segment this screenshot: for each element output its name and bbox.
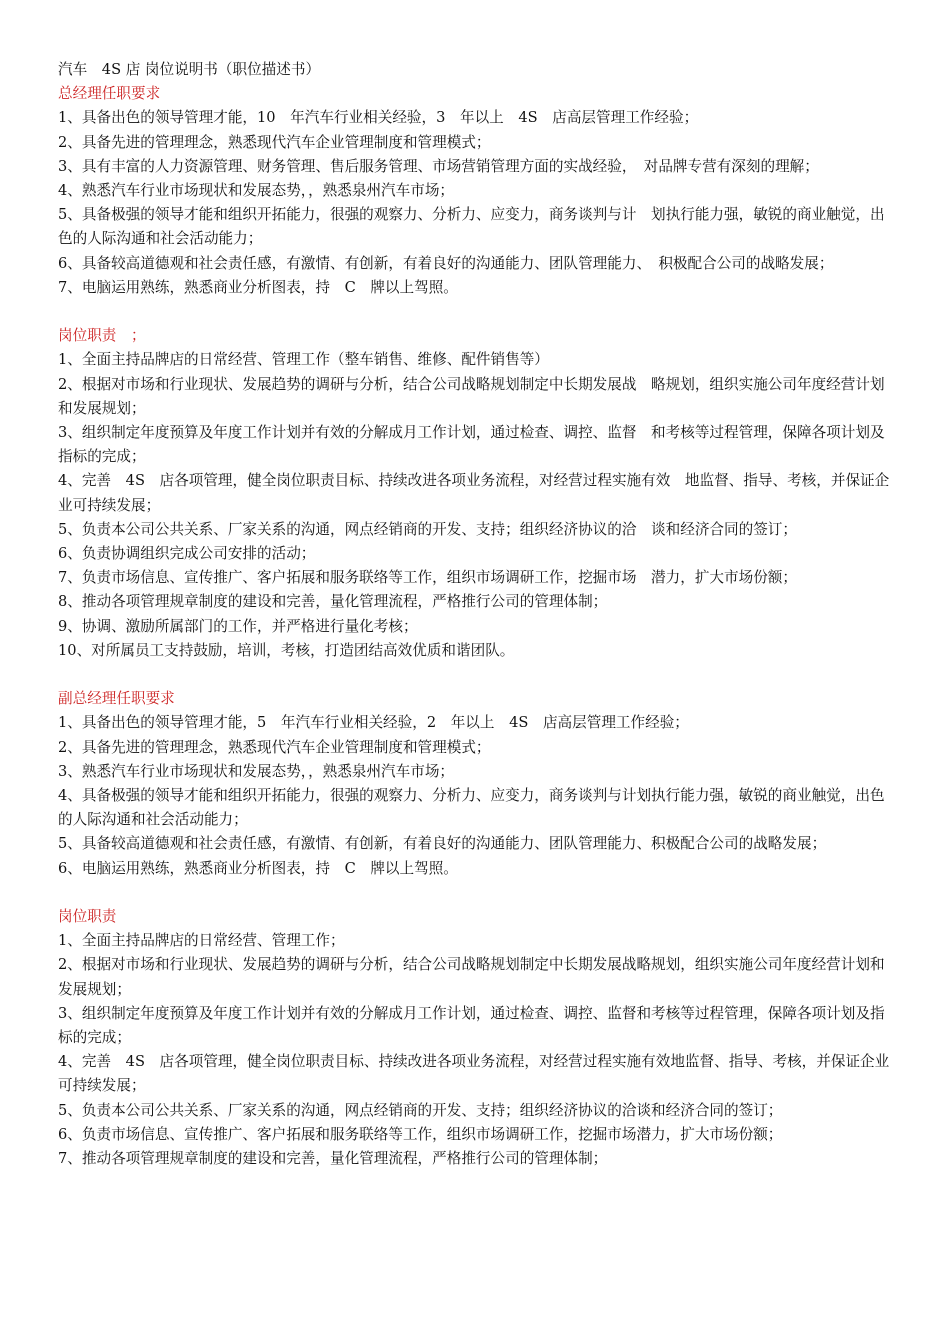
list-item: 10、对所属员工支持鼓励，培训，考核，打造团结高效优质和谐团队。 [58,641,515,659]
section-deputy-requirements [58,687,894,881]
list-item: 2、具备先进的管理理念，熟悉现代汽车企业管理制度和管理模式； [58,133,491,151]
list-item: 5、具备较高道德观和社会责任感，有激情、有创新，有着良好的沟通能力、团队管理能力、积极配合公司的战略发展； [58,835,827,853]
list-item: 8、推动各项管理规章制度的建设和完善，量化管理流程，严格推行公司的管理体制； [58,593,608,611]
list-item: 5、负责本公司公共关系、厂家关系的沟通，网点经销商的开发、支持；组织经济协议的洽谈和经济合同的签订； [58,1101,783,1119]
list-item: 4、熟悉汽车行业市场现状和发展态势，，熟悉泉州汽车市场； [58,182,455,200]
list-item: 4、具备极强的领导才能和组织开拓能力，很强的观察力、分析力、应变力，商务谈判与计划执行能力强，敏锐的商业触觉，出色的人际沟通和社会活动能力； [58,787,885,829]
list-item: 3、具有丰富的人力资源管理、财务管理、售后服务管理、市场营销管理方面的实战经验， 对品牌专营有深刻的理解； [58,157,819,175]
spacer [58,663,894,687]
document-title: 汽车 4S 店 岗位说明书（职位描述书） [58,61,321,78]
list-item: 1、具备出色的领导管理才能，10 年汽车行业相关经验，3 年以上 4S 店高层管理工作经验； [58,109,699,127]
section-gm-requirements [58,82,894,300]
list-item: 2、具备先进的管理理念，熟悉现代汽车企业管理制度和管理模式； [58,738,491,756]
section-heading: 总经理任职要求 [58,85,161,103]
section-gm-duties [58,324,894,663]
list-item: 4、完善 4S 店各项管理，健全岗位职责目标、持续改进各项业务流程，对经营过程实施有效地监督、指导、考核，并保证企业可持续发展； [58,1053,890,1095]
list-item: 6、电脑运用熟练，熟悉商业分析图表，持 C 牌以上驾照。 [58,859,458,877]
list-item: 1、全面主持品牌店的日常经营、管理工作（整车销售、维修、配件销售等） [58,351,549,369]
list-item: 7、电脑运用熟练，熟悉商业分析图表，持 C 牌以上驾照。 [58,278,458,296]
list-item: 7、推动各项管理规章制度的建设和完善，量化管理流程，严格推行公司的管理体制； [58,1150,608,1168]
list-item: 3、熟悉汽车行业市场现状和发展态势，，熟悉泉州汽车市场； [58,762,455,780]
list-item: 2、根据对市场和行业现状、发展趋势的调研与分析，结合公司战略规划制定中长期发展战 略规划，组织实施公司年度经营计划和发展规划； [58,375,885,417]
list-item: 3、组织制定年度预算及年度工作计划并有效的分解成月工作计划，通过检查、调控、监督和考核等过程管理，保障各项计划及指标的完成； [58,1004,885,1047]
list-item: 1、全面主持品牌店的日常经营、管理工作； [58,932,345,950]
document-page [58,58,894,1171]
list-item: 6、负责市场信息、宣传推广、客户拓展和服务联络等工作，组织市场调研工作，挖掘市场潜力，扩大市场份额； [58,1125,783,1143]
section-heading: 岗位职责 [58,908,117,926]
list-item: 9、协调、激励所属部门的工作，并严格进行量化考核； [58,617,418,635]
spacer [58,300,894,324]
list-item: 1、具备出色的领导管理才能，5 年汽车行业相关经验，2 年以上 4S 店高层管理工作经验； [58,714,689,732]
list-item: 4、完善 4S 店各项管理，健全岗位职责目标、持续改进各项业务流程，对经营过程实施有效 地监督、指导、考核，并保证企业可持续发展； [58,472,890,514]
list-item: 7、负责市场信息、宣传推广、客户拓展和服务联络等工作，组织市场调研工作，挖掘市场 潜力，扩大市场份额； [58,569,797,587]
section-heading: 副总经理任职要求 [58,690,175,708]
spacer [58,881,894,905]
list-item: 5、负责本公司公共关系、厂家关系的沟通，网点经销商的开发、支持；组织经济协议的洽 谈和经济合同的签订； [58,520,797,538]
list-item: 2、根据对市场和行业现状、发展趋势的调研与分析，结合公司战略规划制定中长期发展战略规划，组织实施公司年度经营计划和发展规划； [58,956,885,998]
list-item: 6、负责协调组织完成公司安排的活动； [58,545,316,563]
list-item: 5、具备极强的领导才能和组织开拓能力，很强的观察力、分析力、应变力，商务谈判与计 划执行能力强，敏锐的商业触觉，出色的人际沟通和社会活动能力； [58,206,885,248]
section-heading: 岗位职责 ； [58,327,146,345]
list-item: 3、组织制定年度预算及年度工作计划并有效的分解成月工作计划，通过检查、调控、监督 和考核等过程管理，保障各项计划及指标的完成； [58,424,885,466]
section-deputy-duties [58,905,894,1171]
list-item: 6、具备较高道德观和社会责任感，有激情、有创新，有着良好的沟通能力、团队管理能力、 积极配合公司的战略发展； [58,254,834,272]
